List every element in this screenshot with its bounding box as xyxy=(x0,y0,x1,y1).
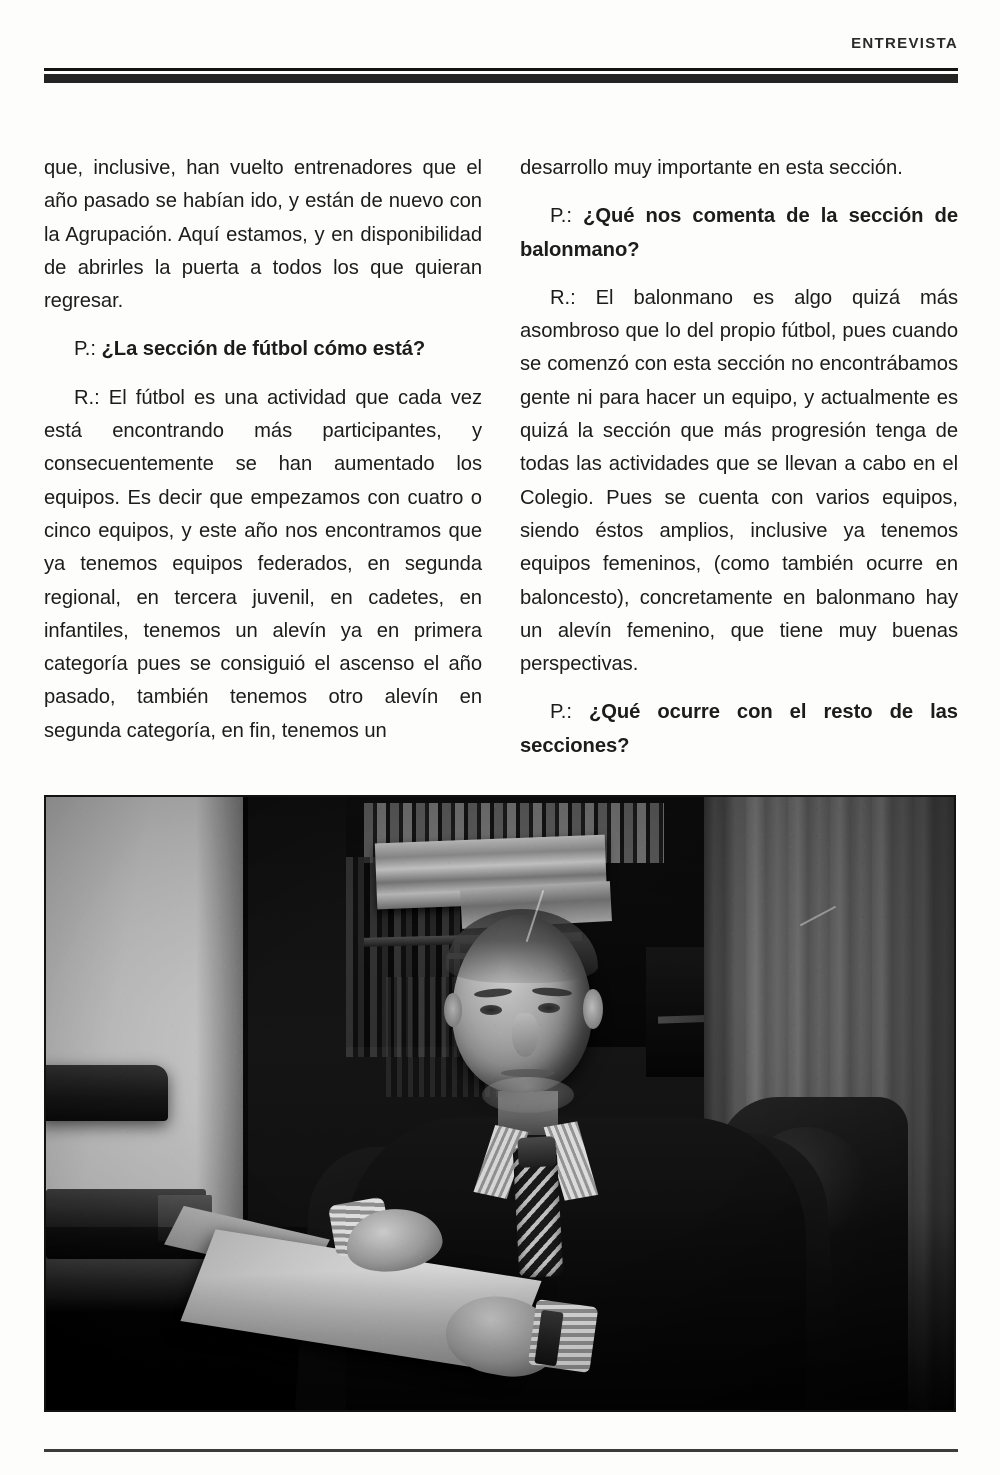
question-prefix: P.: xyxy=(74,338,102,361)
paragraph-answer: R.: El fútbol es una actividad que cada vez está encontrando más participantes, y consecuentemente se han aumentado los equipos. Es decir que empezamos con cuatro o cinco equipos, y este año nos encontramos que ya tenemos equipos federados, en segunda regional, en tercera juvenil, en cadetes, en infantiles, tenemos un alevín ya en primera categoría pues se consiguió el ascenso el año pasado, también tenemos otro alevín en segunda categoría, en fin, tenemos un xyxy=(44,386,482,742)
question-text: ¿La sección de fútbol cómo está? xyxy=(101,338,426,361)
paragraph-question xyxy=(520,200,958,267)
paragraph-question xyxy=(520,696,958,763)
column-right xyxy=(520,152,958,782)
question-text: ¿Qué nos comenta de la sección de balonmano? xyxy=(520,205,958,261)
question-prefix: P.: xyxy=(550,205,584,228)
photo-vignette xyxy=(46,797,954,1410)
interview-photograph xyxy=(44,795,956,1412)
running-head xyxy=(44,30,958,60)
header-rule-thin xyxy=(44,68,958,71)
footer-rule xyxy=(44,1449,958,1452)
header-rule-thick xyxy=(44,74,958,83)
question-prefix: P.: xyxy=(550,701,589,724)
paragraph-answer: R.: El balonmano es algo quizá más asombroso que lo del propio fútbol, pues cuando se comenzó con esta sección no encontrábamos gente ni para hacer un equipo, y actualmente es quizá la sección que más progresión tenga de todas las actividades que se llevan a cabo en el Colegio. Pues se cuenta con varios equipos, siendo éstos amplios, inclusive ya tenemos equipos femeninos, (como también ocurre en baloncesto), concretamente en balonmano hay un alevín femenino, que tiene muy buenas perspectivas. xyxy=(520,286,958,676)
running-head-label: entrevista xyxy=(851,30,958,53)
question-text: ¿Qué ocurre con el resto de las secciones? xyxy=(520,701,958,757)
paragraph-continued: desarrollo muy importante en esta sección. xyxy=(520,157,903,179)
article-columns xyxy=(44,152,958,782)
column-left xyxy=(44,152,482,782)
paragraph-question xyxy=(44,333,482,366)
paragraph-continued: que, inclusive, han vuelto entrenadores que el año pasado se habían ido, y están de nuevo con la Agrupación. Aquí estamos, y en disponibilidad de abrirles la puerta a todos los que quieran regresar. xyxy=(44,157,482,313)
photo-image xyxy=(46,797,954,1410)
